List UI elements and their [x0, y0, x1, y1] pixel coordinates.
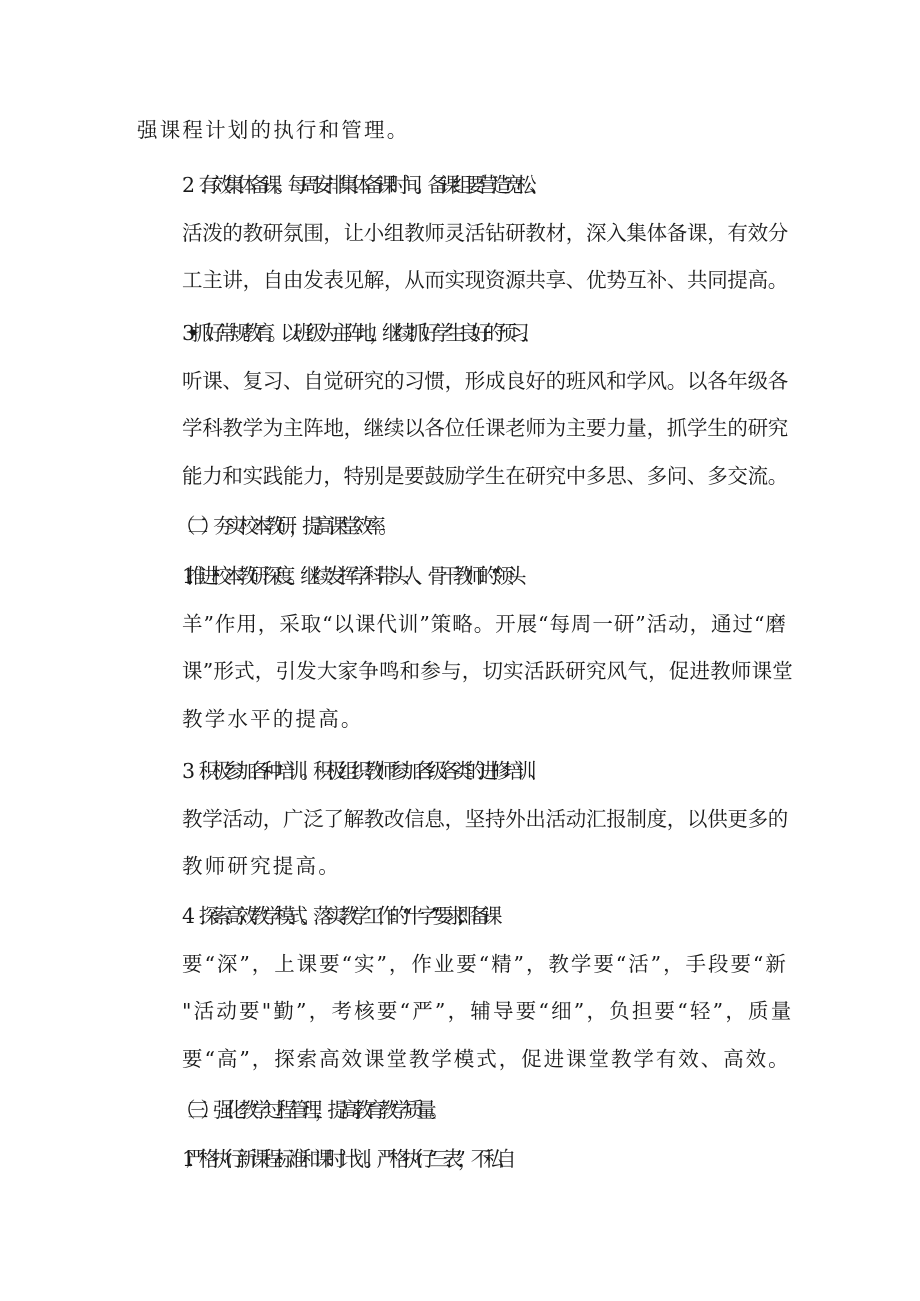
paragraph-curriculum-standards — [137, 1136, 793, 1184]
text-line: 听课、复习、自觉研究的习惯，形成良好的班风和学风。以各年级各 — [182, 368, 788, 393]
text-line: 工主讲，自由发表见解，从而实现资源共享、优势互补、共同提高。 — [182, 268, 788, 292]
text-line: 能力和实践能力，特别是要鼓励学生在研究中多思、多问、多交流。 — [182, 463, 788, 488]
text-line: 教学水平的提高。 — [182, 706, 364, 731]
text-line: 3•抓好常规教育。以班级为主阵地，继续抓好学生良好的预习、 — [182, 321, 535, 345]
text-line: 强课程计划的执行和管理。 — [137, 118, 410, 142]
text-line: 活泼的教研氛围，让小组教师灵活钻研教材，深入集体备课，有效分 — [182, 220, 788, 245]
paragraph-training — [137, 748, 793, 891]
paragraph-teaching-model — [137, 893, 793, 1083]
text-line: 教学活动，广泛了解教改信息，坚持外出活动汇报制度，以供更多的 — [182, 806, 788, 831]
text-line: 教师研究提高。 — [182, 854, 341, 878]
text-line: 3 .积极参加各种培训。积极组织教师参加各级各类的进修培训、 — [182, 759, 542, 783]
text-line: 学科教学为主阵地，继续以各位任课老师为主要力量，抓学生的研究 — [182, 416, 788, 440]
text-line: 1.严格执行新课程标准和课时计划。严格执行“三表”，不私自 — [182, 1147, 509, 1171]
section-heading-process-management — [137, 1087, 793, 1135]
paragraph-continuation — [137, 107, 793, 155]
text-line: "活动要"勤”，考核要“严”，辅导要“细”，负担要“轻”，质量 — [182, 999, 794, 1023]
text-line: 课”形式，引发大家争鸣和参与，切实活跃研究风气，促进教师课堂 — [182, 659, 793, 683]
text-line: 要“高”，探索高效课堂教学模式，促进课堂教学有效、高效。 — [182, 1046, 791, 1071]
paragraph-school-research-depth — [137, 553, 793, 743]
paragraph-collective-lesson-prep — [137, 162, 793, 305]
paragraph-routine-education — [137, 310, 793, 500]
text-line: （二）夯实校本教研，提高课堂效率。 — [175, 514, 391, 538]
text-line: 羊”作用，采取“以课代训”策略。开展“每周一研”活动，通过“磨 — [182, 611, 787, 636]
text-line: 要“深”，上课要“实”，作业要“精”，教学要“活”，手段要“新 — [182, 951, 788, 976]
text-line: 1.推进校本教研深度。继续发挥学科带头人、骨干教师的“领头 — [182, 564, 519, 588]
section-heading-school-research — [137, 503, 793, 551]
text-line: 2 .有效集体备课。每周安排集体备课时间。备课组要营造宽松、 — [182, 173, 542, 197]
text-line: 4 .探索高效教学模式。落实教学工作的“十字”要求,即备课 — [182, 904, 495, 928]
text-line: （三）强化教学过程管理，提高教育教学质量。 — [175, 1098, 442, 1122]
